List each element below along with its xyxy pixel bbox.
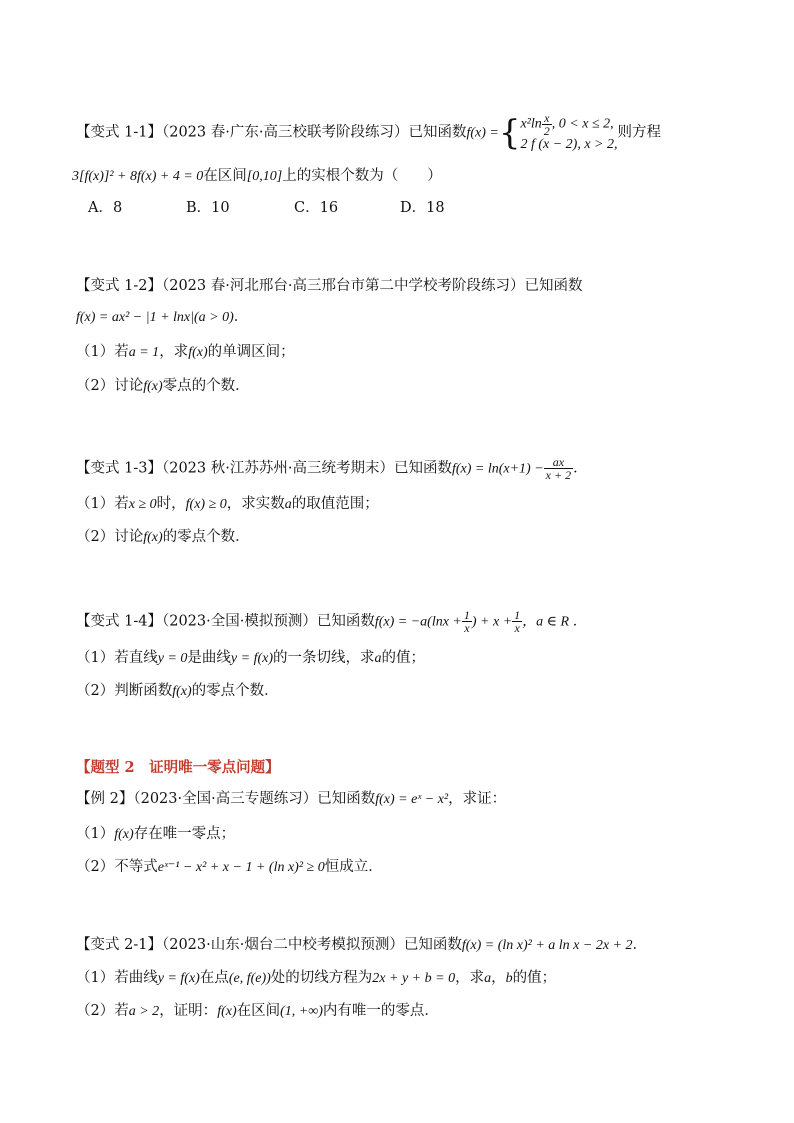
problem-source: （2023·全国·高三专题练习）已知函数 bbox=[133, 791, 376, 807]
problem-2-1-q2: （2）若a > 2，证明：f(x)在区间(1, +∞)内有唯一的零点． bbox=[76, 1003, 439, 1019]
problem-1-3-line-1: 【变式 1-3】（2023 秋·江苏苏州·高三统考期末）已知函数f(x) = ln(x+1) − $\frac{ax}{x + 2}$ ． bbox=[76, 455, 588, 482]
function-expr: f(x) = bbox=[466, 125, 499, 141]
problem-label: 【变式 2-1】 bbox=[76, 937, 162, 953]
equation: 3[f(x)]² + 8f(x) + 4 = 0 bbox=[72, 169, 204, 184]
piecewise-brace: { bbox=[498, 112, 521, 153]
function-expr: f(x) = (ln x)² + a ln x − 2x + 2 bbox=[461, 938, 633, 953]
example-2-q2: （2）不等式eˣ⁻¹ − x² + x − 1 + (ln x)² ≥ 0恒成立． bbox=[76, 859, 383, 875]
option-b[interactable]: B．10 bbox=[186, 200, 230, 216]
option-c[interactable]: C．16 bbox=[294, 200, 339, 216]
problem-1-1-line-1 bbox=[76, 112, 661, 153]
function-expr: f(x) = ax² − |1 + lnx|(a > 0) bbox=[76, 310, 234, 325]
piecewise-cases: x²ln $\frac{x}{2}$ , 0 < x ≤ 2, 2 f (x − 2), x > 2, bbox=[520, 111, 618, 152]
problem-label: 【变式 1-2】 bbox=[76, 278, 162, 294]
problem-1-3-q1: （1）若x ≥ 0时，f(x) ≥ 0，求实数a的取值范围； bbox=[76, 496, 379, 512]
function-expr: f(x) = eˣ − x² bbox=[375, 792, 449, 807]
problem-1-4-q1: （1）若直线y = 0是曲线y = f(x)的一条切线，求a的值； bbox=[76, 650, 425, 666]
fraction: $\frac{ax}{x + 2}$ bbox=[545, 455, 572, 482]
problem-source: （2023 秋·江苏苏州·高三统考期末）已知函数 bbox=[161, 460, 452, 477]
problem-2-1-q1: （1）若曲线y = f(x)在点(e, f(e))处的切线方程为2x + y + b = 0，求a，b的值； bbox=[76, 970, 557, 986]
problem-source: （2023·山东·烟台二中校考模拟预测）已知函数 bbox=[161, 937, 462, 953]
option-a[interactable]: A．8 bbox=[88, 200, 123, 216]
problem-label: 【变式 1-4】 bbox=[76, 613, 162, 630]
example-2-q1: （1）f(x)存在唯一零点； bbox=[76, 826, 236, 842]
problem-1-2-line-2: f(x) = ax² − |1 + lnx|(a > 0)． bbox=[76, 309, 249, 325]
problem-1-2-line-1 bbox=[76, 276, 582, 296]
function-expr: f(x) = −a(lnx + bbox=[374, 614, 462, 630]
problem-label: 【变式 1-3】 bbox=[76, 460, 162, 477]
option-d[interactable]: D．18 bbox=[400, 200, 445, 216]
problem-1-2-q1: （1）若a = 1，求f(x)的单调区间； bbox=[76, 344, 295, 360]
problem-1-4-line-1: 【变式 1-4】（2023·全国·模拟预测）已知函数f(x) = −a(lnx + $\frac{1}{x}$ ) + x + $\frac{1}{x}$ ，a ∈ R ． bbox=[76, 608, 587, 635]
problem-source: （2023 春·河北邢台·高三邢台市第二中学校考阶段练习）已知函数 bbox=[161, 278, 583, 294]
example-2-line-1: 【例 2】（2023·全国·高三专题练习）已知函数f(x) = eˣ − x²，求证： bbox=[76, 791, 507, 807]
problem-1-3-q2: （2）讨论f(x)的零点个数． bbox=[76, 529, 250, 545]
problem-text: 则方程 bbox=[617, 124, 662, 141]
problem-label: 【例 2】 bbox=[76, 791, 134, 807]
interval: [0,10] bbox=[246, 169, 283, 184]
problem-2-1-line-1: 【变式 2-1】（2023·山东·烟台二中校考模拟预测）已知函数f(x) = (ln x)² + a ln x − 2x + 2． bbox=[76, 937, 648, 953]
problem-1-4-q2: （2）判断函数f(x)的零点个数． bbox=[76, 683, 279, 699]
problem-source: （2023·全国·模拟预测）已知函数 bbox=[161, 613, 375, 630]
problem-source: （2023 春·广东·高三校联考阶段练习）已知函数 bbox=[161, 124, 467, 141]
problem-1-2-q2: （2）讨论f(x)零点的个数． bbox=[76, 378, 250, 394]
problem-label: 【变式 1-1】 bbox=[76, 124, 162, 141]
function-expr: f(x) = ln(x+1) − bbox=[451, 461, 544, 477]
problem-1-1-line-2: 3[f(x)]² + 8f(x) + 4 = 0在区间[0,10]上的实根个数为（ ） bbox=[72, 168, 442, 184]
section-heading: 【题型 2 证明唯一零点问题】 bbox=[76, 759, 280, 776]
